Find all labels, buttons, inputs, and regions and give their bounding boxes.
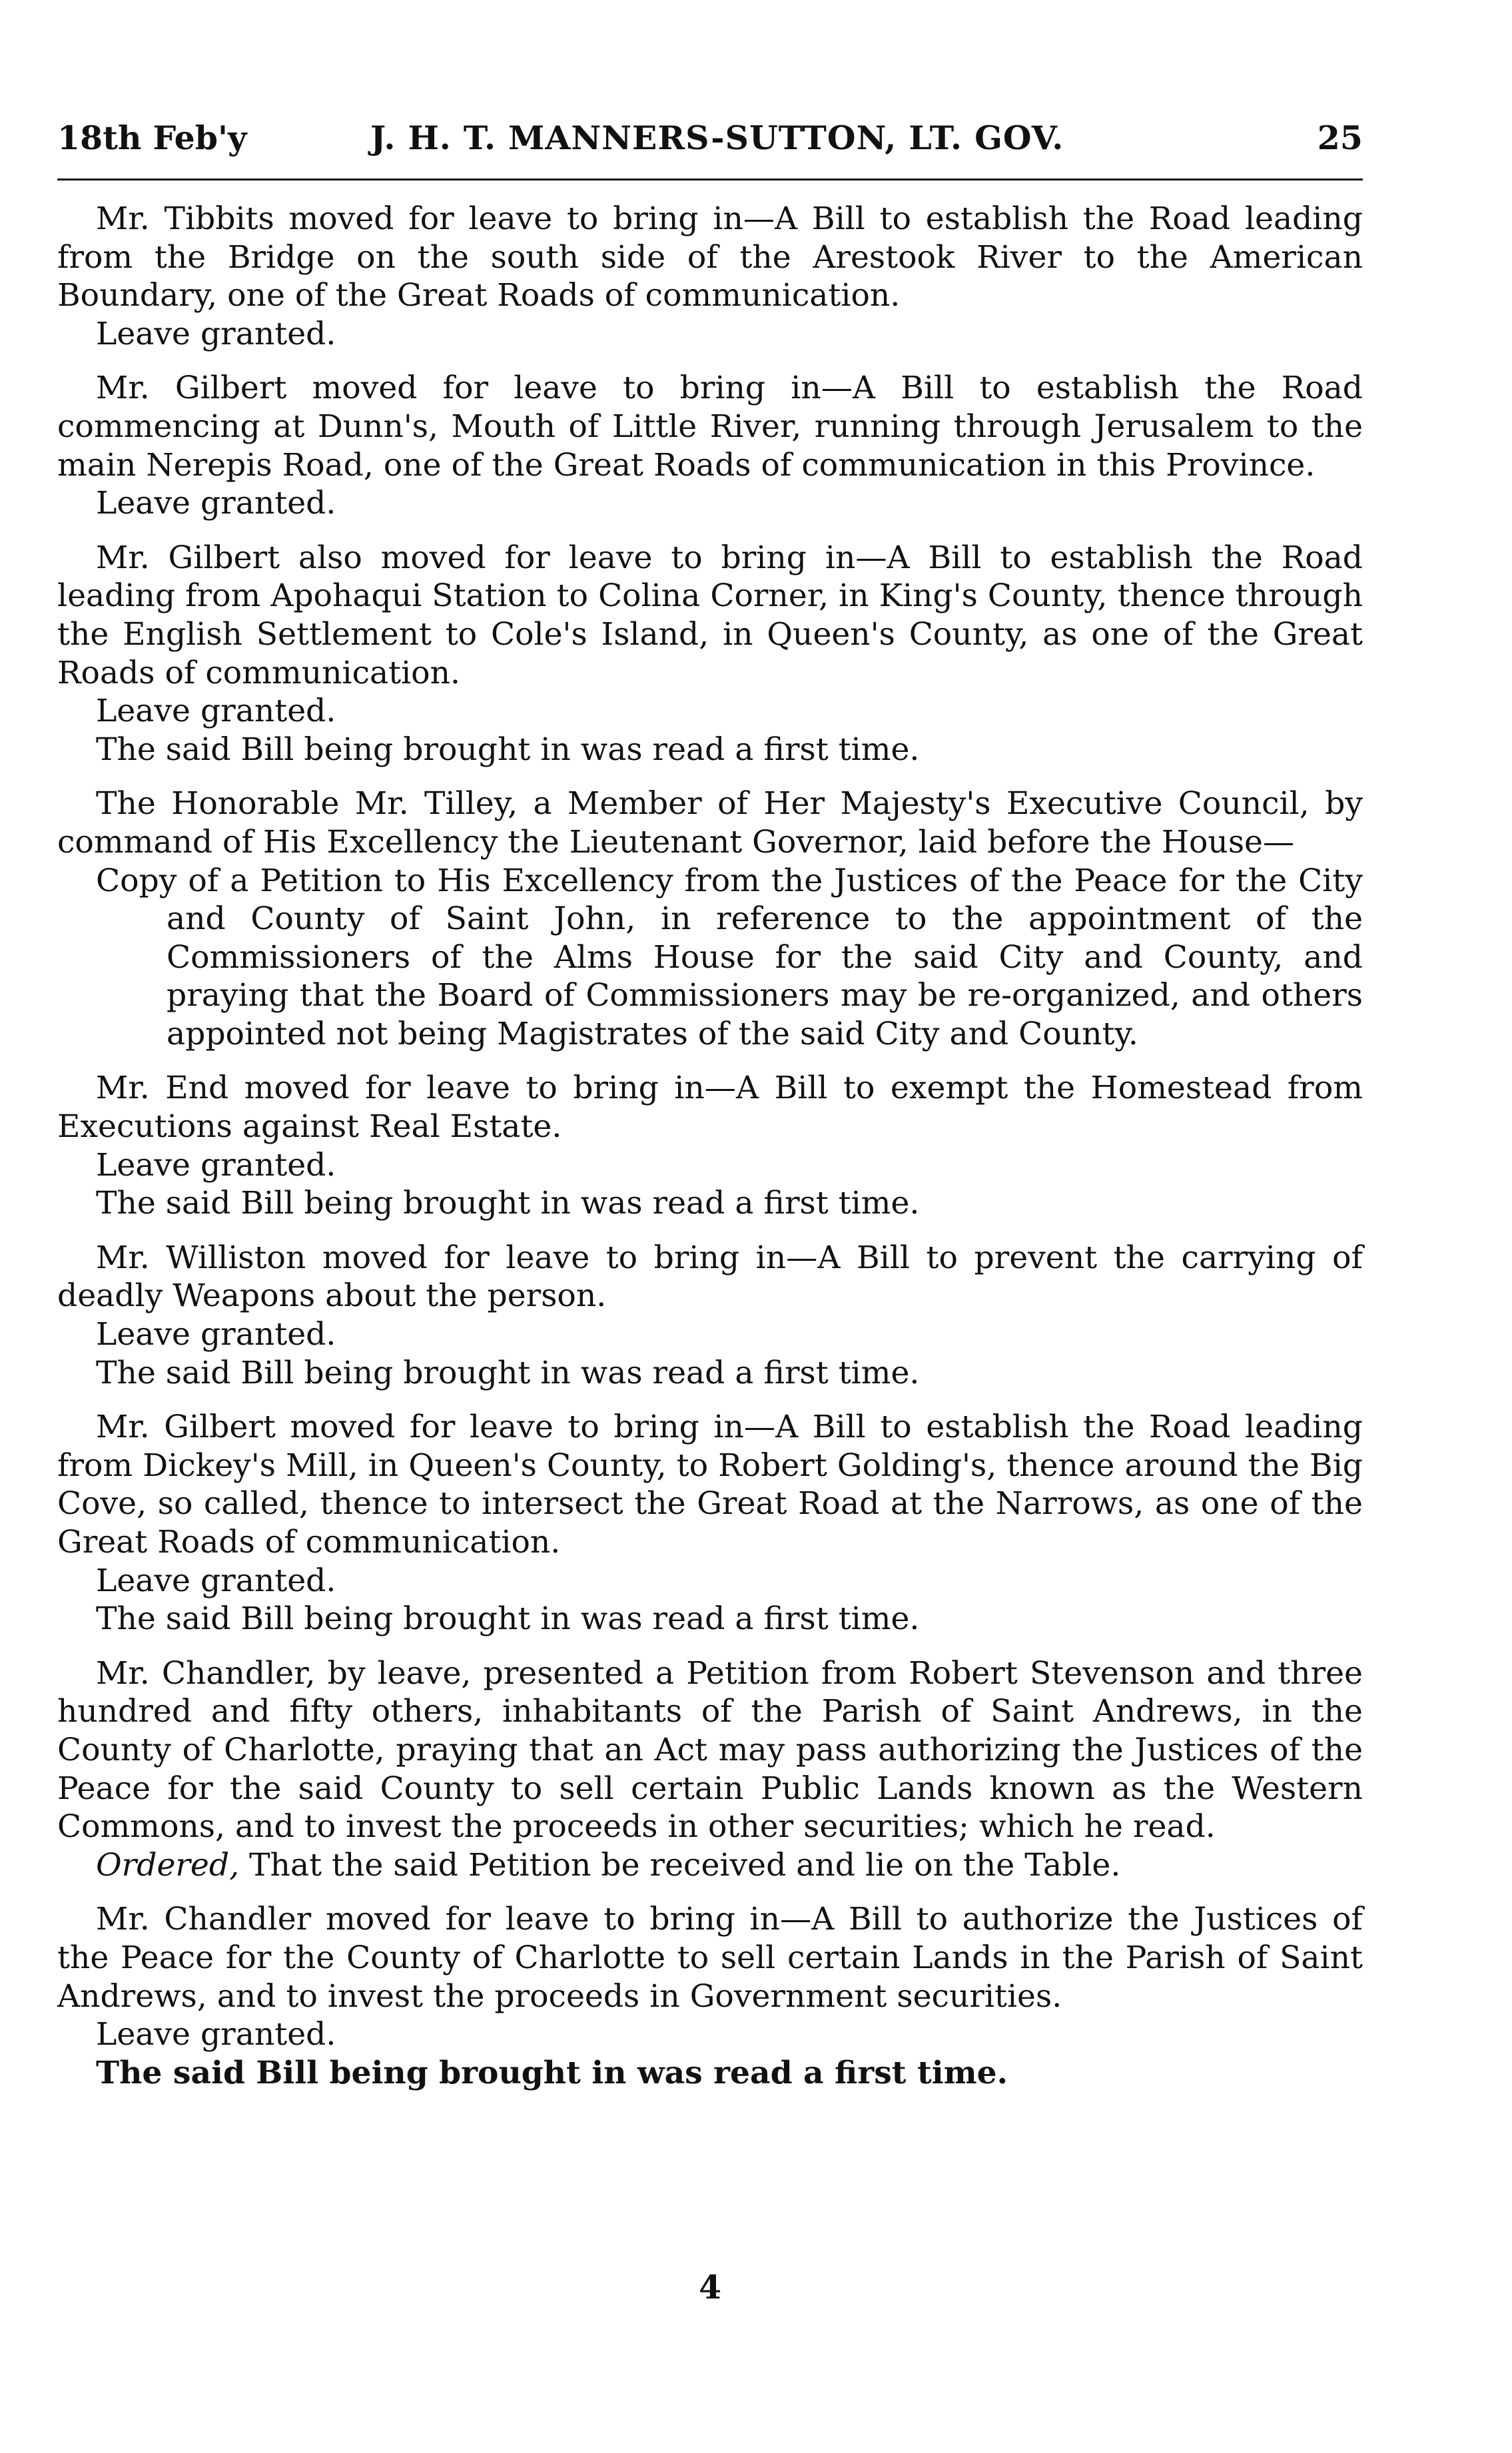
motion-tibbits: Mr. Tibbits moved for leave to bring in—A Bill to establish the Road leading from the Bridge on the south side of the Arestook River to the American Boundary, one of the Great Roads of communication. xyxy=(57,200,1363,314)
header-rule xyxy=(57,178,1363,180)
motion-tilley: The Honorable Mr. Tilley, a Member of Her Majesty's Executive Council, by command of His Excellency the Lieutenant Governor, laid before the House— xyxy=(57,785,1363,861)
motion-gilbert-apohaqui: Mr. Gilbert also moved for leave to bring in—A Bill to establish the Road leading from Apohaqui Station to Colina Corner, in King's County, thence through the English Settlement to Cole's Island, in Queen's County, as one of the Great Roads of communication. xyxy=(57,539,1363,691)
leave-granted: Leave granted. xyxy=(96,1146,336,1184)
ordered-word: Ordered, xyxy=(96,1846,240,1884)
leave-granted: Leave granted. xyxy=(96,485,336,522)
first-reading: The said Bill being brought in was read a first time. xyxy=(96,1600,920,1638)
ordered-text: That the said Petition be received and lie on the Table. xyxy=(239,1846,1121,1884)
petition-copy: Copy of a Petition to His Excellency from the Justices of the Peace for the City and County of Saint John, in reference to the appointment of the Commissioners of the Alms House for the said City and County, and praying that the Board of Commissioners may be re-organized, and others appointed not being Magistrates of the said City and County. xyxy=(96,862,1363,1052)
page-header xyxy=(57,100,1363,160)
header-title: J. H. T. MANNERS-SUTTON, LT. GOV. xyxy=(370,119,1064,157)
header-date: 18th Feb'y xyxy=(57,119,247,157)
motion-chandler-petition: Mr. Chandler, by leave, presented a Petition from Robert Stevenson and three hundred and fifty others, inhabitants of the Parish of Saint Andrews, in the County of Charlotte, praying that an Act may pass authorizing the Justices of the Peace for the said County to sell certain Public Lands known as the Western Commons, and to invest the proceeds in other securities; which he read. xyxy=(57,1654,1363,1846)
motion-williston: Mr. Williston moved for leave to bring in—A Bill to prevent the carrying of deadly Weapons about the person. xyxy=(57,1239,1363,1315)
leave-granted: Leave granted. xyxy=(96,693,336,730)
leave-granted: Leave granted. xyxy=(96,1316,336,1353)
motion-chandler-bill: Mr. Chandler moved for leave to bring in—A Bill to authorize the Justices of the Peace for the County of Charlotte to sell certain Lands in the Parish of Saint Andrews, and to invest the proceeds in Government securities. xyxy=(57,1901,1363,2015)
first-reading: The said Bill being brought in was read a first time. xyxy=(96,1185,920,1222)
ordered-line xyxy=(57,1846,1363,1885)
motion-gilbert-dunns: Mr. Gilbert moved for leave to bring in—A Bill to establish the Road commencing at Dunn's, Mouth of Little River, running through Jerusalem to the main Nerepis Road, one of the Great Roads of communication in this Province. xyxy=(57,370,1363,484)
first-reading: The said Bill being brought in was read a first time. xyxy=(96,731,920,768)
first-reading: The said Bill being brought in was read a first time. xyxy=(96,2054,1008,2091)
leave-granted: Leave granted. xyxy=(96,2016,336,2053)
journal-body xyxy=(57,200,1363,2092)
page-number: 25 xyxy=(1317,119,1363,157)
motion-end: Mr. End moved for leave to bring in—A Bill to exempt the Homestead from Executions against Real Estate. xyxy=(57,1070,1363,1146)
motion-gilbert-dickeys: Mr. Gilbert moved for leave to bring in—A Bill to establish the Road leading from Dickey's Mill, in Queen's County, to Robert Golding's, thence around the Big Cove, so called, thence to intersect the Great Road at the Narrows, as one of the Great Roads of communication. xyxy=(57,1409,1363,1561)
journal-page xyxy=(57,0,1363,2453)
leave-granted: Leave granted. xyxy=(96,315,336,352)
leave-granted: Leave granted. xyxy=(96,1562,336,1599)
signature-mark: 4 xyxy=(698,2268,722,2306)
first-reading: The said Bill being brought in was read a first time. xyxy=(96,1354,920,1391)
